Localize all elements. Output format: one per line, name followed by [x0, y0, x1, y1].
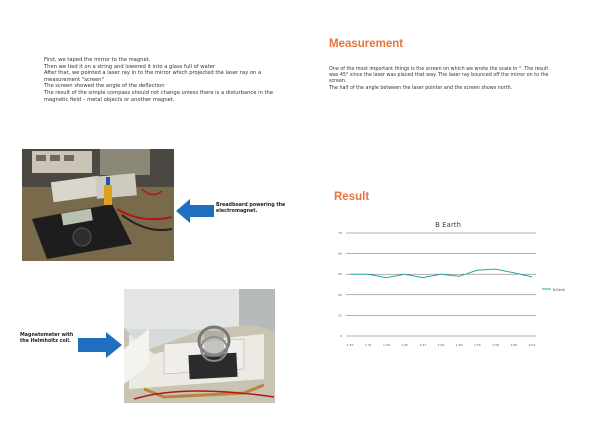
- series-line-b-earth: [350, 269, 532, 278]
- breadboard-photo: [22, 149, 174, 261]
- intro-line: After that, we pointed a laser ray in to the mirror which projected the laser ray on a measurement "screen": [44, 70, 262, 83]
- arrow-left-icon: [176, 199, 214, 223]
- x-tick-label: 2:02: [528, 343, 536, 347]
- intro-line: First, we taped the mirror to the magnet.: [44, 57, 151, 63]
- magnetometer-photo: [124, 289, 275, 403]
- intro-line: The screen showed the angle of the deflection: [44, 83, 165, 90]
- y-tick-label: 15: [338, 313, 342, 318]
- b-earth-chart: [320, 210, 570, 360]
- x-tick-label: 1:60: [510, 343, 518, 347]
- chart-title: B Earth: [435, 221, 461, 229]
- x-tick-label: 1:58: [492, 343, 499, 347]
- magnetometer-caption: Magnetometer with the Helmholtz coil.: [20, 333, 74, 345]
- intro-line: The result of the simple compass should not change unless there is a disturbance in the magnetic field – metal objects or another magnet.: [44, 89, 274, 103]
- x-tick-label: 1:55: [474, 343, 481, 347]
- y-tick-label: 60: [338, 251, 342, 256]
- y-tick-label: 45: [338, 272, 342, 277]
- x-tick-label: 1:31: [364, 343, 372, 347]
- arrow-right-icon: [78, 332, 122, 358]
- measurement-line: One of the most important things is the screen on which we wrote the scale in °. The result was 45° since the laser was placed that way. The laser ray bounced off the mirror on to the screen.: [329, 67, 549, 85]
- y-tick-label: 30: [338, 292, 342, 297]
- x-tick-label: 1:50: [455, 343, 463, 347]
- intro-text: [44, 57, 276, 103]
- x-tick-label: 1:37: [419, 343, 427, 347]
- x-tick-label: 1:34: [383, 343, 390, 347]
- x-tick-label: 1:40: [437, 343, 445, 347]
- breadboard-caption: Breadboard powering the electromagnet.: [216, 203, 286, 215]
- measurement-text: [329, 67, 551, 92]
- x-tick-label: 1:35: [401, 343, 408, 347]
- y-tick-label: 0: [340, 334, 342, 338]
- intro-line: Then we tied it on a string and lowered it into a glass full of water: [44, 63, 216, 70]
- result-heading: Result: [334, 191, 370, 203]
- measurement-line: The half of the angle between the laser pointer and the screen shows north.: [329, 85, 513, 91]
- legend-label: B-Earth: [553, 288, 565, 292]
- measurement-heading: Measurement: [329, 38, 404, 50]
- y-tick-label: 75: [338, 231, 342, 235]
- x-tick-label: 1:30: [346, 343, 354, 347]
